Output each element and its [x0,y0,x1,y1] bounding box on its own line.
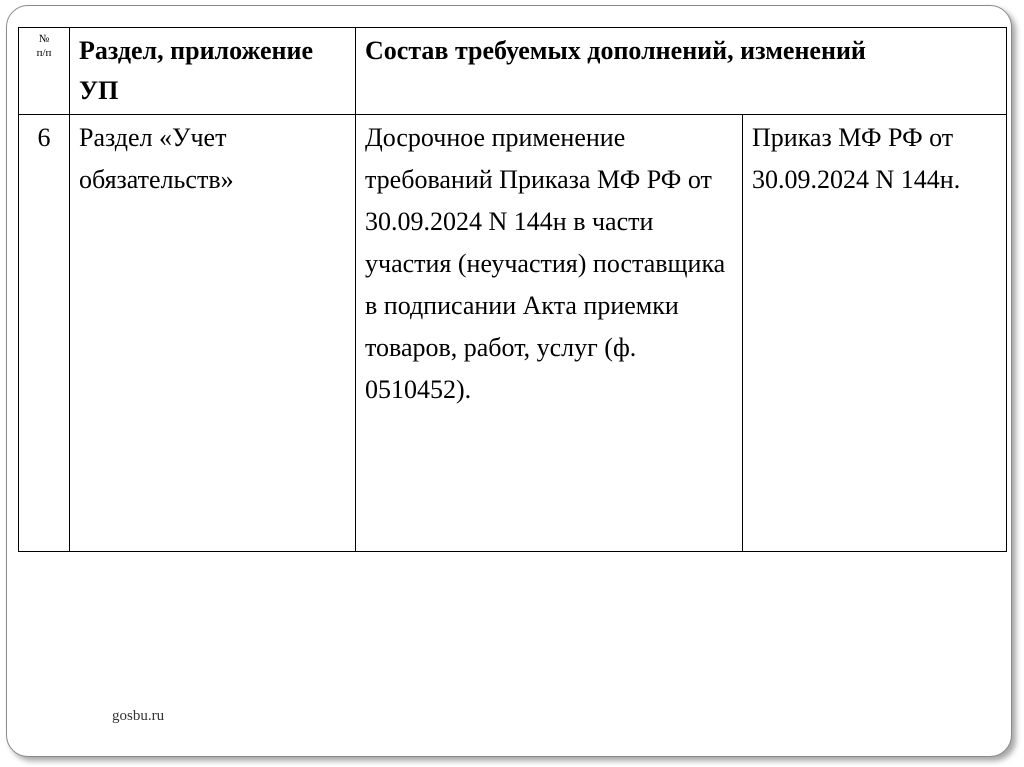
row-num: 6 [37,123,51,152]
header-num-symbol: № [38,33,50,45]
header-section-label: Раздел, приложение УП [79,36,314,105]
table-row [19,115,1007,552]
changes-table [18,27,1007,552]
footer-source-link[interactable]: gosbu.ru [112,708,165,724]
header-num-abbr: п/п [36,47,52,59]
header-content-label: Состав требуемых дополнений, изменений [365,36,866,65]
row-section-text: Раздел «Учет обязательств» [79,123,234,194]
row-basis-text: Приказ МФ РФ от 30.09.2024 N 144н. [752,123,961,194]
header-section-cell [70,28,356,115]
row-content-cell [356,115,743,552]
row-content-text: Досрочное применение требований Приказа МФ РФ от 30.09.2024 N 144н в части участия (неучастия) поставщика в подписании Акта приемки товаров, работ, услуг (ф. 0510452). [365,123,726,404]
table-header-row [19,28,1007,115]
header-num-cell [19,28,70,115]
header-content-cell [356,28,1007,115]
row-basis-cell [743,115,1007,552]
row-section-cell [70,115,356,552]
row-num-cell [19,115,70,552]
